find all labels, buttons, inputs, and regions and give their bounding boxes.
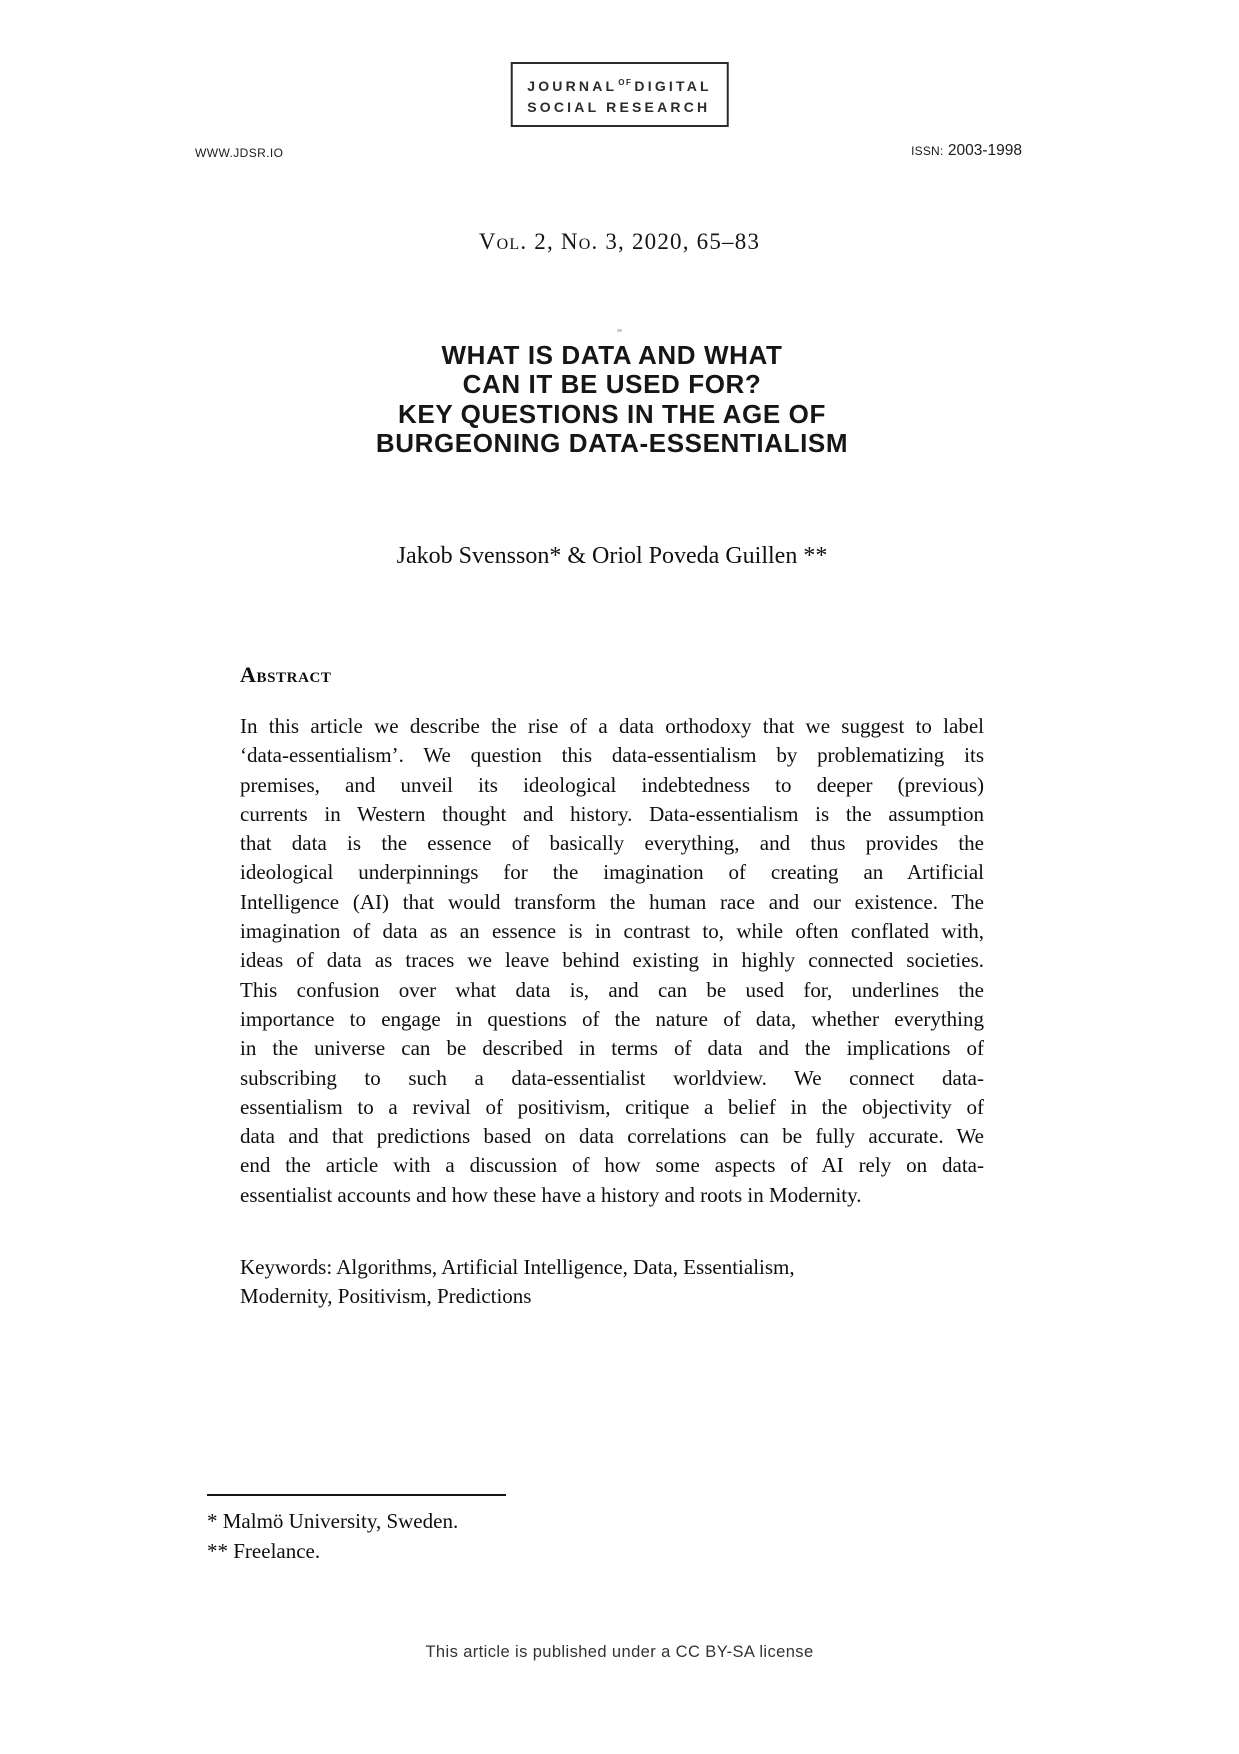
logo-journal-text: JOURNAL: [527, 78, 618, 94]
volume-issue-line: Vol. 2, No. 3, 2020, 65–83: [478, 229, 761, 254]
logo-line-1: [527, 72, 712, 97]
abstract-line: data and that predictions based on data correlations can be fully accurate. We: [240, 1124, 984, 1149]
issn-label: ISSN:: [911, 144, 944, 158]
abstract-line: importance to engage in questions of the nature of data, whether everything: [240, 1006, 984, 1031]
abstract-line: imagination of data as an essence is in contrast to, while often conflated with,: [240, 919, 984, 944]
abstract-line: ideological underpinnings for the imagination of creating an Artificial: [240, 860, 984, 885]
abstract-line: ‘data-essentialism’. We question this data-essentialism by problematizing its: [240, 743, 984, 768]
abstract-line: essentialism to a revival of positivism, critique a belief in the objectivity of: [240, 1094, 984, 1119]
abstract-line: currents in Western thought and history. Data-essentialism is the assumption: [240, 801, 984, 826]
issn-line: [911, 142, 1022, 160]
keywords-line: Modernity, Positivism, Predictions: [240, 1284, 532, 1309]
abstract-line: essentialist accounts and how these have a history and roots in Modernity.: [240, 1182, 862, 1207]
abstract-paragraph: [240, 712, 984, 1210]
footnote-divider: [207, 1494, 506, 1496]
abstract-line: ideas of data as traces we leave behind existing in highly connected societies.: [240, 948, 984, 973]
keywords-block: [240, 1253, 984, 1312]
abstract-line: that data is the essence of basically everything, and thus provides the: [240, 831, 984, 856]
journal-website-url: WWW.JDSR.IO: [195, 146, 284, 160]
stray-mark: [617, 329, 622, 332]
logo-digital-text: DIGITAL: [634, 78, 712, 94]
footnote-affiliation-1: * Malmö University, Sweden.: [207, 1509, 459, 1533]
abstract-line: premises, and unveil its ideological indebtedness to deeper (previous): [240, 772, 984, 797]
footnote-affiliation-2: ** Freelance.: [207, 1539, 321, 1563]
abstract-line: Intelligence (AI) that would transform the human race and our existence. The: [240, 889, 984, 914]
abstract-line: This confusion over what data is, and can be used for, underlines the: [240, 977, 984, 1002]
journal-logo: [510, 62, 729, 127]
issn-value: 2003-1998: [947, 142, 1022, 159]
title-line: WHAT IS DATA AND WHAT: [441, 340, 783, 370]
abstract-line: subscribing to such a data-essentialist worldview. We connect data-: [240, 1065, 984, 1090]
abstract-line: In this article we describe the rise of a data orthodoxy that we suggest to label: [240, 714, 984, 738]
title-line: CAN IT BE USED FOR?: [462, 369, 762, 400]
title-line: KEY QUESTIONS IN THE AGE OF: [398, 398, 826, 429]
authors-line: Jakob Svensson* & Oriol Poveda Guillen **: [396, 543, 828, 569]
article-title: [240, 341, 984, 459]
title-line: BURGEONING DATA-ESSENTIALISM: [375, 428, 849, 459]
logo-line-2: SOCIAL RESEARCH: [527, 99, 711, 115]
license-notice: This article is published under a CC BY-SA license: [425, 1643, 814, 1661]
abstract-line: in the universe can be described in terms of data and the implications of: [240, 1036, 984, 1061]
logo-of-text: OF: [618, 78, 633, 87]
footnotes-block: [207, 1506, 807, 1566]
abstract-line: end the article with a discussion of how some aspects of AI rely on data-: [240, 1153, 984, 1178]
keywords-line: Keywords: Algorithms, Artificial Intelligence, Data, Essentialism,: [240, 1255, 795, 1279]
abstract-heading: Abstract: [240, 662, 332, 687]
